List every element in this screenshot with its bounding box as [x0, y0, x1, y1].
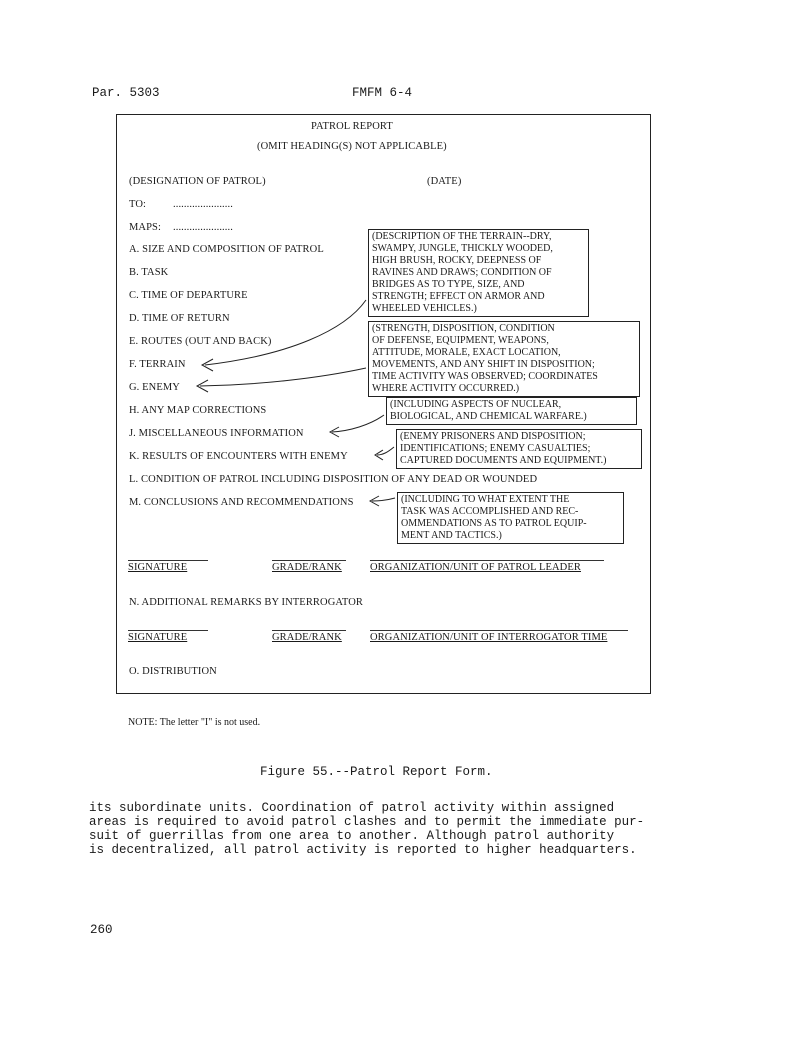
item-k: K. RESULTS OF ENCOUNTERS WITH ENEMY: [129, 451, 348, 462]
body-line-4: is decentralized, all patrol activity is reported to higher headquarters.: [89, 843, 637, 857]
body-line-1: its subordinate units. Coordination of patrol activity within assigned: [89, 801, 615, 815]
terrain-line-3: HIGH BRUSH, ROCKY, DEEPNESS OF: [372, 255, 542, 266]
conclusions-line-1: (INCLUDING TO WHAT EXTENT THE: [401, 494, 570, 505]
form-title: PATROL REPORT: [311, 121, 393, 132]
enemy-line-6: WHERE ACTIVITY OCCURRED.): [372, 383, 520, 394]
org-label-2: ORGANIZATION/UNIT OF INTERROGATOR TIME: [370, 632, 608, 643]
terrain-callout: [368, 229, 589, 317]
signature-label-2: SIGNATURE: [128, 632, 188, 643]
item-m: M. CONCLUSIONS AND RECOMMENDATIONS: [129, 497, 354, 508]
terrain-line-4: RAVINES AND DRAWS; CONDITION OF: [372, 267, 552, 278]
signature-line-2: [128, 630, 208, 631]
item-l: L. CONDITION OF PATROL INCLUDING DISPOSITION OF ANY DEAD OR WOUNDED: [129, 474, 538, 485]
item-h: H. ANY MAP CORRECTIONS: [129, 405, 267, 416]
enemy-line-4: MOVEMENTS, AND ANY SHIFT IN DISPOSITION;: [372, 359, 595, 370]
body-line-3: suit of guerrillas from one area to another. Although patrol authority: [89, 829, 615, 843]
results-line-1: (ENEMY PRISONERS AND DISPOSITION;: [400, 431, 586, 442]
item-e: E. ROUTES (OUT AND BACK): [129, 336, 272, 347]
misc-line-1: (INCLUDING ASPECTS OF NUCLEAR,: [390, 399, 562, 410]
terrain-line-5: BRIDGES AS TO TYPE, SIZE, AND: [372, 279, 525, 290]
enemy-line-5: TIME ACTIVITY WAS OBSERVED; COORDINATES: [372, 371, 598, 382]
enemy-callout: [368, 321, 640, 397]
item-c: C. TIME OF DEPARTURE: [129, 290, 248, 301]
misc-line-2: BIOLOGICAL, AND CHEMICAL WARFARE.): [390, 411, 587, 422]
maps-label: MAPS:: [129, 222, 162, 233]
conclusions-callout: [397, 492, 624, 544]
to-label: TO:: [129, 199, 147, 210]
grade-line-2: [272, 630, 346, 631]
terrain-line-7: WHEELED VEHICLES.): [372, 303, 477, 314]
enemy-line-2: OF DEFENSE, EQUIPMENT, WEAPONS,: [372, 335, 549, 346]
body-line-2: areas is required to avoid patrol clashes and to permit the immediate pur-: [89, 815, 645, 829]
item-b: B. TASK: [129, 267, 169, 278]
results-line-3: CAPTURED DOCUMENTS AND EQUIPMENT.): [400, 455, 607, 466]
paragraph-number: Par. 5303: [92, 86, 160, 100]
item-j: J. MISCELLANEOUS INFORMATION: [129, 428, 304, 439]
terrain-line-2: SWAMPY, JUNGLE, THICKLY WOODED,: [372, 243, 553, 254]
org-line-1: [370, 560, 604, 561]
maps-dots: ......................: [173, 222, 233, 233]
org-label-1: ORGANIZATION/UNIT OF PATROL LEADER: [370, 562, 581, 573]
form-note: NOTE: The letter "I" is not used.: [128, 717, 261, 728]
item-n: N. ADDITIONAL REMARKS BY INTERROGATOR: [129, 597, 364, 608]
enemy-line-1: (STRENGTH, DISPOSITION, CONDITION: [372, 323, 555, 334]
conclusions-line-4: MENT AND TACTICS.): [401, 530, 502, 541]
results-line-2: IDENTIFICATIONS; ENEMY CASUALTIES;: [400, 443, 591, 454]
results-callout: [396, 429, 642, 469]
date-field: (DATE): [427, 176, 462, 187]
designation-field: (DESIGNATION OF PATROL): [129, 176, 266, 187]
misc-callout: [386, 397, 637, 425]
item-f: F. TERRAIN: [129, 359, 186, 370]
conclusions-line-2: TASK WAS ACCOMPLISHED AND REC-: [401, 506, 579, 517]
item-g: G. ENEMY: [129, 382, 180, 393]
conclusions-line-3: OMMENDATIONS AS TO PATROL EQUIP-: [401, 518, 587, 529]
signature-label-1: SIGNATURE: [128, 562, 188, 573]
terrain-line-1: (DESCRIPTION OF THE TERRAIN--DRY,: [372, 231, 552, 242]
grade-label-1: GRADE/RANK: [272, 562, 342, 573]
item-a: A. SIZE AND COMPOSITION OF PATROL: [129, 244, 324, 255]
manual-number: FMFM 6-4: [352, 86, 413, 100]
form-subtitle: (OMIT HEADING(S) NOT APPLICABLE): [257, 141, 447, 152]
enemy-line-3: ATTITUDE, MORALE, EXACT LOCATION,: [372, 347, 561, 358]
terrain-line-6: STRENGTH; EFFECT ON ARMOR AND: [372, 291, 545, 302]
grade-line-1: [272, 560, 346, 561]
item-d: D. TIME OF RETURN: [129, 313, 230, 324]
figure-caption: Figure 55.--Patrol Report Form.: [260, 765, 493, 779]
page-number: 260: [90, 923, 113, 937]
org-line-2: [370, 630, 628, 631]
grade-label-2: GRADE/RANK: [272, 632, 342, 643]
to-dots: ......................: [173, 199, 233, 210]
item-o: O. DISTRIBUTION: [129, 666, 217, 677]
signature-line-1: [128, 560, 208, 561]
